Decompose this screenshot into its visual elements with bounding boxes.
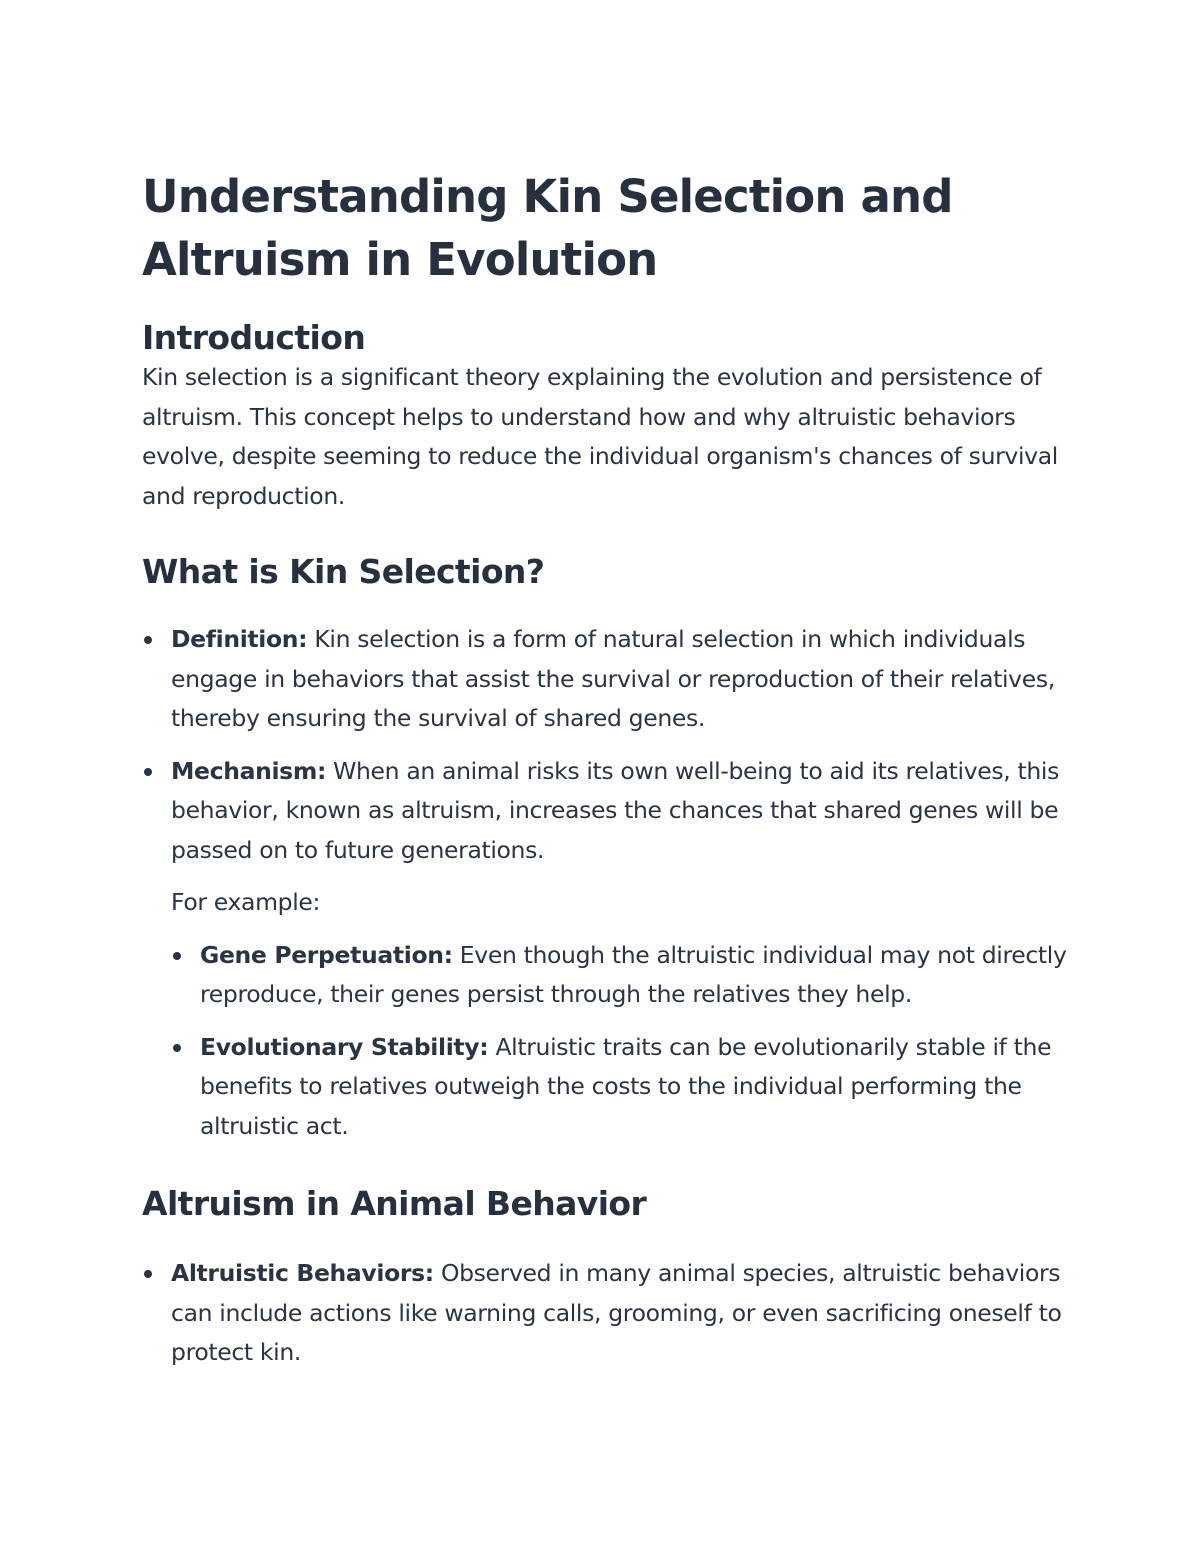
example-label: For example:	[171, 888, 321, 916]
kin-selection-list	[142, 620, 1082, 1146]
document-page	[142, 165, 1082, 1373]
list-item-altruistic-behaviors	[142, 1254, 1082, 1373]
list-item-text: Even though the altruistic individual may not directly reproduce, their genes persist through the relatives they help.	[200, 940, 1067, 1008]
list-item-term: Mechanism:	[171, 756, 326, 785]
section-heading-introduction: Introduction	[142, 318, 366, 357]
list-item-term: Gene Perpetuation:	[200, 940, 453, 969]
list-item-term: Evolutionary Stability:	[200, 1032, 489, 1061]
introduction-paragraph: Kin selection is a significant theory explaining the evolution and persistence of altruism. This concept helps to understand how and why altruistic behaviors evolve, despite seeming to reduce the individual organism's chances of survival and reproduction.	[142, 363, 1058, 510]
sublist-item-evolutionary-stability	[171, 1028, 1082, 1147]
bullet-icon	[144, 1270, 152, 1278]
section-heading-altruism-in-animal-behavior: Altruism in Animal Behavior	[142, 1184, 647, 1223]
bullet-icon	[144, 636, 152, 644]
bullet-icon	[173, 1044, 181, 1052]
list-item-definition	[142, 620, 1082, 739]
page-title: Understanding Kin Selection and Altruism in Evolution	[142, 170, 953, 286]
example-sublist	[171, 936, 1082, 1147]
list-item-text: Altruistic traits can be evolutionarily stable if the benefits to relatives outweigh the costs to the individual performing the altruistic act.	[200, 1032, 1052, 1140]
sublist-item-gene-perpetuation	[171, 936, 1082, 1015]
list-item-text: When an animal risks its own well-being to aid its relatives, this behavior, known as altruism, increases the chances that shared genes will be passed on to future generations.	[171, 756, 1059, 864]
altruism-list	[142, 1254, 1082, 1373]
list-item-text: Kin selection is a form of natural selection in which individuals engage in behaviors that assist the survival or reproduction of their relatives, thereby ensuring the survival of shared genes.	[171, 625, 1055, 732]
list-item-mechanism	[142, 752, 1082, 1147]
list-item-term: Definition:	[171, 625, 308, 653]
bullet-icon	[173, 952, 181, 960]
bullet-icon	[144, 768, 152, 776]
section-heading-what-is-kin-selection: What is Kin Selection?	[142, 552, 545, 591]
list-item-text: Observed in many animal species, altruistic behaviors can include actions like warning calls, grooming, or even sacrificing oneself to protect kin.	[171, 1259, 1062, 1366]
list-item-term: Altruistic Behaviors:	[171, 1259, 434, 1287]
